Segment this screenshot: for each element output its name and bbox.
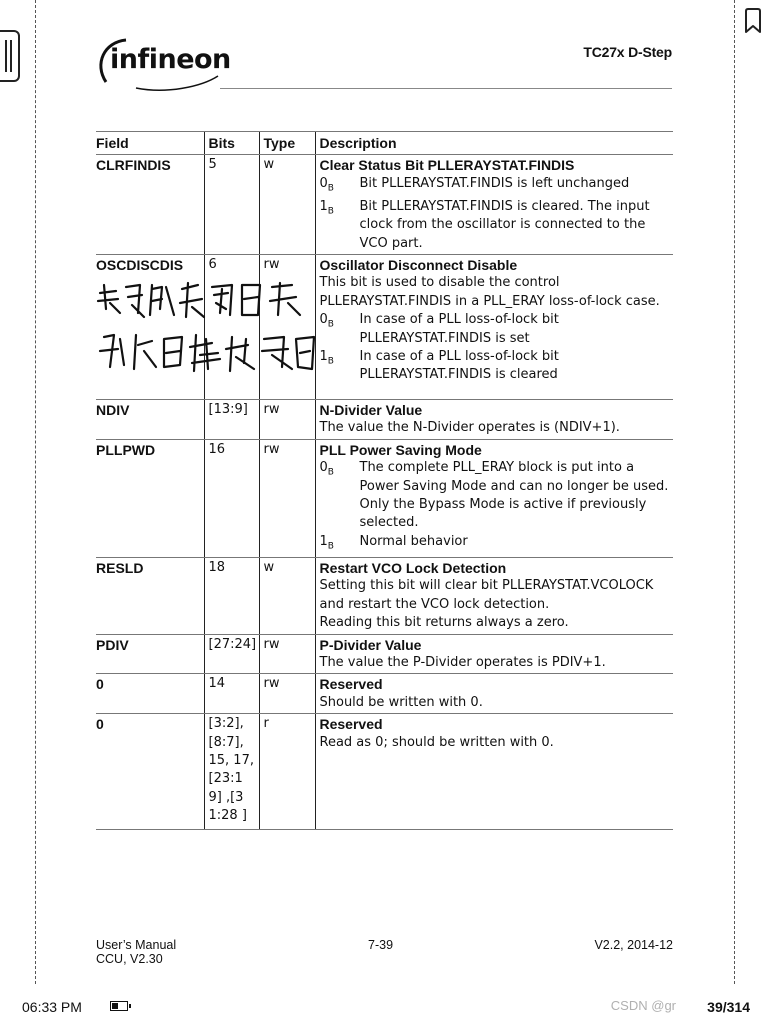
description-title: Clear Status Bit PLLERAYSTAT.FINDIS [319,157,575,174]
value-option [320,311,670,348]
field-name: CLRFINDIS [96,155,204,255]
field-type: rw [259,255,315,400]
document-title: TC27x D-Step [583,44,672,60]
description-text: Should be written with 0. [319,694,483,710]
field-description [315,634,673,674]
battery-icon [110,1001,128,1011]
option-key: $0_B$ [319,312,334,330]
description-text: Read as 0; should be written with 0. [319,734,554,750]
field-type: rw [259,439,315,557]
field-name: NDIV [96,400,204,440]
field-bits: [13:9] [204,400,259,440]
watermark: CSDN @gr [610,998,676,1013]
column-header-description: Description [315,132,673,155]
value-option [320,533,670,556]
table-header-row [96,132,673,155]
option-text: Bit PLLERAYSTAT.FINDIS is cleared. The input clock from the oscillator is connected to the VCO part. [359,198,650,251]
infineon-logo [96,32,231,92]
field-type: w [259,557,315,634]
footer-page-number: 7-39 [368,938,394,952]
footer-ccu-version: CCU, V2.30 [96,952,163,966]
value-option [320,459,670,533]
field-bits: 5 [204,155,259,255]
field-type: r [259,714,315,830]
reader-status-bar [0,995,768,1023]
description-text: Reading this bit returns always a zero. [319,615,569,631]
option-key: $1_B$ [319,349,334,367]
option-text: In case of a PLL loss-of-lock bit PLLERAYSTAT.FINDIS is set [359,312,559,346]
table-row [96,255,673,400]
field-name: RESLD [96,557,204,634]
description-text: The value the P-Divider operates is PDIV+1. [319,654,606,670]
field-name: OSCDISCDIS [96,257,184,274]
description-title: N-Divider Value [319,402,423,419]
field-bits: [3:2], [8:7], 15, 17, [23:19] ,[31:28 ] [204,714,259,830]
table-row [96,674,673,714]
field-name-cell [96,255,204,400]
option-key: $1_B$ [319,198,334,217]
footer-manual: User’s Manual [96,938,177,952]
clock: 06:33 PM [22,999,82,1015]
table-row [96,714,673,830]
field-name: 0 [96,714,204,830]
table-row [96,155,673,255]
description-title: P-Divider Value [319,636,422,653]
column-header-field: Field [96,132,204,155]
option-key: $0_B$ [319,175,334,194]
field-bits: 18 [204,557,259,634]
header-divider [220,88,672,89]
description-title: PLL Power Saving Mode [319,441,482,458]
option-text: In case of a PLL loss-of-lock bit PLLERAYSTAT.FINDIS is cleared [359,349,559,383]
description-title: Reserved [319,716,383,733]
field-bits: [27:24] [204,634,259,674]
field-description [315,400,673,440]
description-text: Setting this bit will clear bit PLLERAYSTAT.VCOLOCK and restart the VCO lock detection. [319,578,654,612]
field-type: rw [259,674,315,714]
sidebar-toggle-bar [5,40,7,72]
option-key: $0_B$ [319,460,334,478]
field-description [315,155,673,255]
field-type: w [259,155,315,255]
field-name: PLLPWD [96,439,204,557]
value-option [320,198,670,253]
table-row [96,439,673,557]
footer-doc-version: V2.2, 2014-12 [594,938,673,952]
description-text: This bit is used to disable the control PLLERAYSTAT.FINDIS in a PLL_ERAY loss-of-lock case. [319,275,660,309]
field-description [315,674,673,714]
register-field-table [96,131,673,830]
option-text: Normal behavior [359,533,468,549]
option-text: Bit PLLERAYSTAT.FINDIS is left unchanged [359,175,630,191]
right-page-guide [734,0,735,984]
column-header-bits: Bits [204,132,259,155]
description-title: Oscillator Disconnect Disable [319,257,518,274]
field-description [315,714,673,830]
field-bits: 6 [204,255,259,400]
field-name: 0 [96,674,204,714]
field-type: rw [259,634,315,674]
field-type: rw [259,400,315,440]
page-counter: 39/314 [707,999,750,1015]
value-option [320,348,670,385]
table-row [96,400,673,440]
logo-text: infineon [110,44,231,75]
field-bits: 14 [204,674,259,714]
field-description [315,255,673,400]
table-row [96,557,673,634]
option-text: The complete PLL_ERAY block is put into a Power Saving Mode and can no longer be used. Only the Bypass Mode is active if previously selected. [359,460,669,531]
description-title: Restart VCO Lock Detection [319,559,507,576]
sidebar-toggle-button[interactable] [0,30,20,82]
footer-manual-info [96,938,176,966]
bookmark-icon[interactable] [742,8,764,34]
table-row [96,634,673,674]
option-key: $1_B$ [319,533,334,552]
description-title: Reserved [319,676,383,693]
sidebar-toggle-bar [10,40,12,72]
column-header-type: Type [259,132,315,155]
field-name: PDIV [96,634,204,674]
field-description [315,439,673,557]
left-page-guide [35,0,36,984]
description-text: The value the N-Divider operates is (NDIV+1). [319,420,620,436]
value-option [320,175,670,198]
field-description [315,557,673,634]
field-bits: 16 [204,439,259,557]
